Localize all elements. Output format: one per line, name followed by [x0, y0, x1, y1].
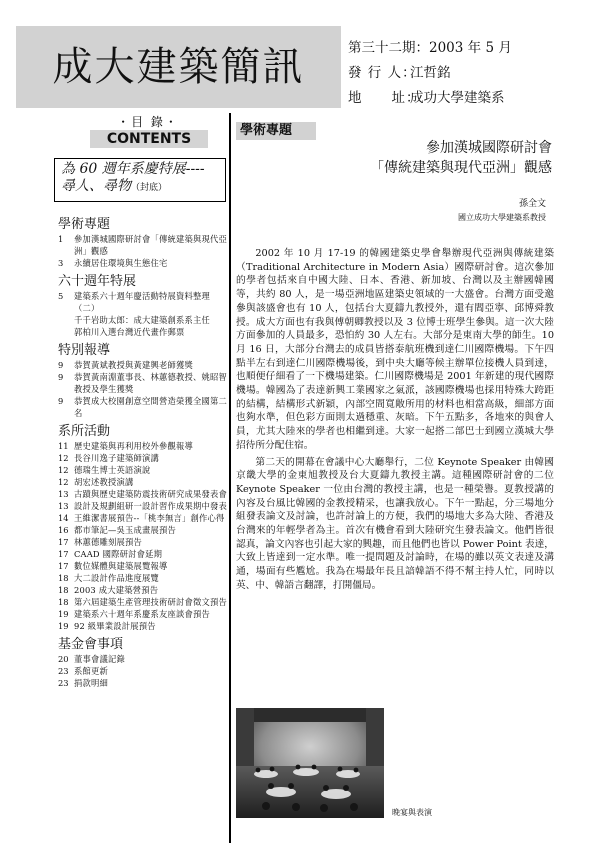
toc-entry-page: 18	[58, 597, 69, 607]
toc-section-title: 基金會事項	[58, 637, 124, 652]
toc-entry[interactable]	[58, 653, 230, 665]
toc-entry-title: 大二設計作品進度展覽	[74, 573, 159, 583]
article-paragraph-2: 第二天的開幕在會議中心大廳舉行，二位 Keynote Speaker 由韓國京畿大學的金東旭教授及台大夏鑄九教授主講。這種國際研討會的二位 Keynote Speaker 一位由台灣的教授主講，也是一種榮譽。夏教授講的內容及台風比韓國的金教授精采，也讓我放心。下午一點起，分三場地分組發表論文及討論，也許討論上的方便，我們的場地大多為大陸、香港及台灣來的年輕學者為主。首次有機會看到大陸研究生發表論文。他們皆很認真，論文內容也引起大家的興趣，而且他們也皆以 Power Point 表達，大致上皆達到一定水準。唯一提問題及討論時，在場的雖以英文表達及溝通，場面有些尷尬。我為在場最年長且諳韓語不得不幫主持人忙，同時以英、中、韓語言翻譯，打開僵局。	[236, 456, 554, 591]
address-value: 成功大學建築系	[410, 90, 505, 106]
issue-info	[348, 36, 588, 111]
toc-entry[interactable]	[58, 488, 230, 500]
toc-entry[interactable]	[58, 326, 230, 338]
toc-entry-title: 王維潔書展預告--「桃李無言」創作心得	[74, 513, 225, 523]
toc-entry-page: 18	[58, 573, 69, 583]
toc-entry[interactable]	[58, 290, 230, 314]
toc-entry-title: 恭賀黃南淵董事長、林蕙德教授、姚昭智教授及學生獲獎	[74, 372, 227, 394]
toc-entry-page: 9	[58, 360, 64, 370]
toc-entry[interactable]	[58, 560, 230, 572]
toc-entry[interactable]	[58, 524, 230, 536]
toc-entry[interactable]	[58, 464, 230, 476]
toc-entry[interactable]	[58, 476, 230, 488]
toc-entry[interactable]	[58, 233, 230, 257]
toc-entry-title: 第六屆建築生產管理技術研討會徵文預告	[74, 597, 227, 607]
toc-entry[interactable]	[58, 314, 230, 326]
toc-entry-title: 數位媒體與建築展覽報導	[74, 561, 168, 571]
toc-entry-page: 3	[58, 258, 64, 268]
toc-entry-page: 14	[58, 513, 69, 523]
article-paragraph-1: 2002 年 10 月 17-19 的韓國建築史學會舉辦現代亞洲與傳統建築（Traditional Architecture in Modern Asia）國際研討會。這次參加的學者包括來自中國大陸、日本、香港、新加坡、台灣以及主辦國韓國等，共約 80 人，是一場亞洲地區建築史領域的一大盛會。台灣方面受邀參與該盛會也有 10 人，包括台大夏鑄九教授外，還有閻亞寧、邱博舜教授。成大方面也有我與傅朝卿教授以及 3 位博士班學生參與。這一次大陸方面參加的人員最多，恐怕約 30 人左右。大部分是東南大學的師生。10 月 16 日，大部分台灣去的成員皆搭泰航班機到達仁川國際機場。下午四點半左右到達仁川國際機場後，到中央大廳等候主辦單位接機人員到達，也順便仔細看了一下機場建築。仁川國際機場是 2001 年新建的現代國際機場。韓國為了表達新興工業國家之氣派，該國際機場也採用特殊大跨距的結構，結構形式新穎，內部空間寬敞所用的材料也相當高級，細部方面也夠水準，但色彩方面則太過穩重、灰暗。下午五點多，各地來的與會人員，尤其大陸來的學者也相繼到達。大家一起搭二部巴士到國立漢城大學招待所分配住宿。	[236, 248, 554, 451]
toc-entry-page	[58, 314, 74, 326]
toc-entry-title: 千千岩助太郎：成大建築創系系主任	[74, 315, 210, 325]
publisher-label: 發 行 人：	[348, 65, 417, 81]
toc-entry[interactable]	[58, 452, 230, 464]
toc-entry-page: 1	[58, 234, 64, 244]
article-author: 孫全文	[518, 199, 546, 209]
feature-cover-note: （封底）	[131, 183, 168, 193]
toc-entry-title: 恭賀成大校園創意空間營造榮獲全國第二名	[74, 396, 227, 418]
publisher-line	[348, 61, 588, 86]
toc-entry-page: 12	[58, 453, 69, 463]
publisher-name: 江哲銘	[410, 65, 451, 81]
address-label: 地 址：	[348, 90, 421, 106]
toc-entry-title: 歷史建築與再利用校外參觀報導	[74, 441, 193, 451]
issue-line: 第三十二期：2003 年 5 月	[348, 40, 512, 56]
toc-entry-title: 恭賀黃斌教授與黃建興老師獲獎	[74, 360, 193, 370]
toc-entry[interactable]	[58, 596, 230, 608]
toc-section-title: 六十週年特展	[58, 274, 137, 289]
toc-entry-title: 長谷川逸子建築師演講	[74, 453, 159, 463]
toc-section-title: 系所活動	[58, 424, 111, 439]
toc-entry-page: 20	[58, 654, 69, 664]
toc-entry[interactable]	[58, 608, 230, 620]
toc-entry[interactable]	[58, 440, 230, 452]
toc-entry-page: 23	[58, 678, 69, 688]
toc-section-title: 特別報導	[58, 343, 111, 358]
toc-entry[interactable]	[58, 677, 230, 689]
toc-entry[interactable]	[58, 620, 230, 632]
toc-entry-title: 郭柏川入選台灣近代畫作郵票	[74, 327, 185, 337]
article-title-line-2: 「傳統建築與現代亞洲」觀感	[370, 160, 552, 176]
banquet-photo	[236, 708, 384, 818]
toc-entry-title: 系館更新	[74, 666, 108, 676]
toc-entry-page: 19	[58, 621, 69, 631]
toc-entry-page: 18	[58, 585, 69, 595]
toc-entry-title: 建築系六十週年慶活動特展資料整理（二）	[74, 291, 210, 313]
toc-entry-title: 參加漢城國際研討會「傳統建築與現代亞洲」觀感	[74, 234, 227, 256]
photo-caption: 晚宴與表演	[392, 808, 432, 817]
toc-entry-title: 德瑞生博士英語演說	[74, 465, 151, 475]
toc-list	[58, 212, 230, 689]
toc-entry[interactable]	[58, 548, 230, 560]
feature-line-2	[61, 178, 219, 197]
article-body	[236, 247, 554, 596]
toc-entry[interactable]	[58, 536, 230, 548]
toc-entry-page: 12	[58, 465, 69, 475]
toc-entry-page: 17	[58, 549, 69, 559]
article-title-line-1: 參加漢城國際研討會	[426, 140, 552, 156]
toc-entry-title: 92 級畢業設計展預告	[74, 621, 156, 631]
toc-entry[interactable]	[58, 584, 230, 596]
toc-entry[interactable]	[58, 359, 230, 371]
toc-entry[interactable]	[58, 395, 230, 419]
toc-entry-page: 19	[58, 609, 69, 619]
toc-entry-title: 都市筆記—吳玉成畫展預告	[74, 525, 176, 535]
toc-entry-page: 16	[58, 525, 69, 535]
toc-entry-page: 5	[58, 291, 64, 301]
toc-entry-title: 2003 成大建築營預告	[74, 585, 159, 595]
toc-entry-page: 17	[58, 537, 69, 547]
toc-entry-page: 11	[58, 441, 69, 451]
toc-entry-title: 胡宏述教授演講	[74, 477, 134, 487]
article-affiliation: 國立成功大學建築系教授	[458, 213, 546, 222]
toc-entry-title: 建築系六十週年系慶系友座談會預告	[74, 609, 210, 619]
toc-entry[interactable]	[58, 500, 230, 512]
toc-entry[interactable]	[58, 512, 230, 524]
section-tag: 學術專題	[236, 122, 316, 140]
newsletter-title: 成大建築簡訊	[52, 44, 305, 90]
feature-box[interactable]	[54, 158, 226, 202]
toc-entry-page: 23	[58, 666, 69, 676]
toc-entry-title: CAAD 國際研討會延期	[74, 549, 163, 559]
toc-entry-page	[58, 326, 74, 338]
toc-entry-title: 董事會議記錄	[74, 654, 125, 664]
toc-entry-page: 17	[58, 561, 69, 571]
toc-entry-title: 設計及規劃組研一設計習作成果期中發表	[74, 501, 227, 511]
toc-entry[interactable]	[58, 665, 230, 677]
toc-entry-title: 古蹟與歷史建築防震技術研究成果發表會	[74, 489, 227, 499]
toc-entry-page: 13	[58, 501, 69, 511]
contents-label: CONTENTS	[90, 130, 208, 148]
toc-entry-page: 9	[58, 396, 64, 406]
column-divider	[229, 113, 231, 843]
address-line	[348, 86, 588, 111]
masthead	[16, 26, 341, 108]
toc-entry[interactable]	[58, 371, 230, 395]
toc-heading: ・目 錄・	[117, 115, 179, 129]
toc-entry-title: 捐款明細	[74, 678, 108, 688]
toc-entry-page: 12	[58, 477, 69, 487]
toc-entry-title: 林蕙德雕刻展預告	[74, 537, 142, 547]
toc-entry[interactable]	[58, 572, 230, 584]
toc-entry-title: 永續居住環境與生態住宅	[74, 258, 168, 268]
toc-entry[interactable]	[58, 257, 230, 269]
toc-section-title: 學術專題	[58, 217, 111, 232]
toc-entry-page: 9	[58, 372, 64, 382]
feature-line-1: 為 60 週年系慶特展----	[61, 161, 205, 177]
toc-entry-page: 13	[58, 489, 69, 499]
feature-line-2-text: 尋人、尋物	[61, 178, 131, 194]
banquet-photo-image	[236, 708, 384, 818]
